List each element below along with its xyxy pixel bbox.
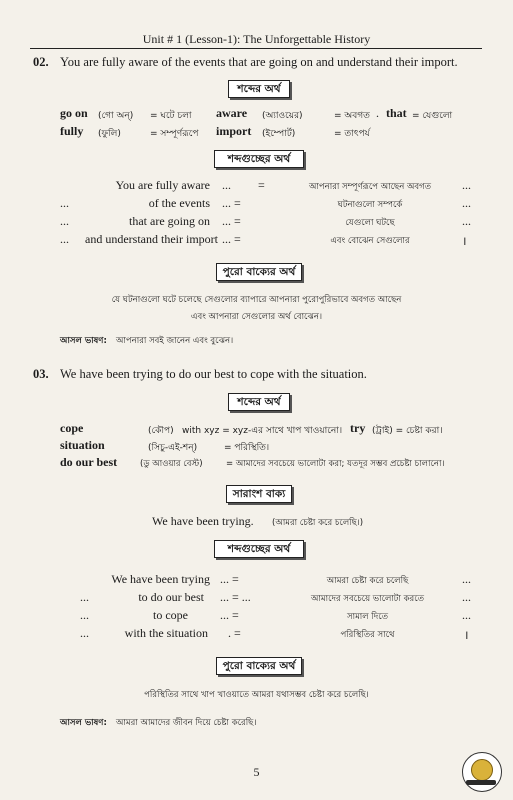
q02-phrase-3-dots: ... = [222, 214, 241, 228]
q02-phrase-3-bn: যেগুলো ঘটছে [345, 218, 395, 228]
q03-phrase-1-end: ... [462, 572, 471, 586]
q03-words-box: শব্দের অর্থ [228, 393, 290, 411]
q02-phrase-4-bn: এবং বোঝেন সেগুলোর [330, 236, 410, 246]
q02-word-fully-meaning: = সম্পূর্ণরূপে [150, 129, 199, 139]
q03-phrase-1-bn: আমরা চেষ্টা করে চলেছি [326, 576, 409, 586]
q02-phrase-2-pre: ... [60, 196, 69, 210]
q02-phrase-3-end: ... [462, 214, 471, 228]
q02-word-fully: fully [60, 124, 84, 138]
q03-phrase-4-en: with the situation [124, 626, 208, 640]
q03-phrase-4-end: । [464, 628, 469, 642]
q03-phrase-3-en: to cope [153, 608, 188, 622]
q03-phrase-3-end: ... [462, 608, 471, 622]
q02-word-aware-pron: (অ্যাওয়ের) [262, 111, 303, 121]
q02-words-box: শব্দের অর্থ [228, 80, 290, 98]
q03-full-meaning-line1: পরিস্থিতির সাথে খাপ খাওয়াতে আমরা যথাসম্ভব চেষ্টা করে চলেছি। [144, 690, 369, 700]
q02-word-import-pron: (ইম্পোর্ট) [262, 129, 296, 139]
q02-word-import: import [216, 124, 252, 138]
q02-number: 02. [33, 55, 49, 69]
q03-actual-text: আমরা আমাদের জীবন দিয়ে চেষ্টা করেছি। [116, 718, 257, 728]
q02-phrase-1-bn: আপনারা সম্পূর্ণরূপে আছেন অবগত [308, 182, 432, 192]
q03-word-do-our-best-meaning: = আমাদের সবচেয়ে ভালোটা করা; যতদূর সম্ভব প্রচেষ্টা চালানো। [226, 459, 445, 469]
q02-sentence: You are fully aware of the events that are going on and understand their import. [60, 55, 458, 69]
q02-phrase-2-bn: ঘটনাগুলো সম্পর্কে [337, 200, 403, 210]
q02-phrase-4-pre: ... [60, 232, 69, 246]
q03-phrase-4-mid: . = [228, 626, 241, 640]
q02-word-import-meaning: = তাৎপর্য [334, 129, 370, 139]
q03-phrase-4-bn: পরিস্থিতির সাথে [340, 630, 395, 640]
page-number: 5 [253, 765, 260, 779]
q02-phrase-3-en: that are going on [129, 214, 210, 228]
q02-word-go-on-meaning: = ঘটে চলা [150, 111, 192, 121]
q02-phrase-4-dots: ... = [222, 232, 241, 246]
q02-word-aware-meaning: = অবগত [334, 111, 370, 121]
q02-phrases-box: শব্দগুচ্ছের অর্থ [214, 150, 304, 168]
q03-phrase-3-bn: সামাল দিতে [347, 612, 388, 622]
q02-word-go-on-pron: (গো অন্) [98, 111, 134, 121]
q02-phrase-3-pre: ... [60, 214, 69, 228]
q03-phrase-2-en: to do our best [138, 590, 204, 604]
q03-phrase-2-pre: ... [80, 590, 89, 604]
q03-word-do-our-best: do our best [60, 455, 118, 469]
q03-phrase-3-mid: ... = [220, 608, 239, 622]
q03-phrase-1-en: We have been trying [111, 572, 210, 586]
q03-full-meaning-box: পুরো বাক্যের অর্থ [216, 657, 302, 675]
q03-word-cope: cope [60, 421, 84, 435]
q03-phrase-2-end: ... [462, 590, 471, 604]
q03-phrase-3-pre: ... [80, 608, 89, 622]
q02-word-that-meaning: = যেগুলো [412, 111, 453, 121]
q02-phrase-1-en: You are fully aware [115, 178, 210, 192]
q02-actual-text: আপনারা সবই জানেন এবং বুঝেন। [116, 336, 234, 346]
q03-word-try: try [350, 421, 366, 435]
q02-phrase-2-end: ... [462, 196, 471, 210]
q02-word-fully-pron: (ফুলি) [98, 129, 121, 139]
q03-phrase-1-mid: ... = [220, 572, 239, 586]
q03-actual-label: আসল ভাষণ: [60, 718, 107, 728]
q03-phrases-box: শব্দগুচ্ছের অর্থ [214, 540, 304, 558]
q02-phrase-1-end: ... [462, 178, 471, 192]
q02-phrase-4-en: and understand their import [85, 232, 218, 246]
q02-word-that: that [386, 106, 407, 120]
q02-phrase-4-end: । [462, 234, 467, 248]
q02-word-go-on: go on [60, 106, 88, 120]
q02-phrase-2-en: of the events [148, 196, 210, 210]
q03-word-try-meaning: (ট্রাই) = চেষ্টা করা। [372, 426, 443, 436]
q03-word-do-our-best-pron: (ডু আওয়ার বেস্ট) [140, 459, 203, 469]
q02-phrase-1-eq: = [258, 178, 265, 192]
header-rule [30, 48, 482, 49]
q03-phrase-4-pre: ... [80, 626, 89, 640]
q02-full-meaning-line1: যে ঘটনাগুলো ঘটে চলেছে সেগুলোর ব্যাপারে আপনারা পুরোপুরিভাবে অবগত আছেন [111, 295, 402, 305]
q02-phrase-1-dots: ... [222, 178, 231, 192]
q03-word-cope-pron: (কৌপ) [148, 426, 174, 436]
q03-phrase-2-bn: আমাদের সবচেয়ে ভালোটা করতে [310, 594, 425, 604]
q02-word-aware: aware [216, 106, 248, 120]
q03-summary-en: We have been trying. [152, 514, 254, 528]
q03-number: 03. [33, 367, 49, 381]
q03-summary-bn: (আমরা চেষ্টা করে চলেছি।) [272, 518, 364, 528]
publisher-logo-icon [462, 752, 502, 792]
q02-dot-sep: . [376, 106, 379, 120]
q03-word-situation-meaning: = পরিস্থিতি। [224, 443, 270, 453]
q03-word-situation-pron: (সিচু-এই-শন্) [148, 443, 198, 453]
running-header: Unit # 1 (Lesson-1): The Unforgettable History [142, 32, 371, 46]
q02-full-meaning-box: পুরো বাক্যের অর্থ [216, 263, 302, 281]
q02-actual-label: আসল ভাষণ: [60, 336, 107, 346]
q02-full-meaning-line2: এবং আপনারা সেগুলোর অর্থ বোঝেন। [191, 312, 322, 322]
q03-word-cope-meaning: with xyz = xyz-এর সাথে খাপ খাওয়ানো। [182, 426, 343, 436]
q02-phrase-2-dots: ... = [222, 196, 241, 210]
q03-phrase-2-mid: ... = ... [220, 590, 251, 604]
q03-summary-box: সারাংশ বাক্য [226, 485, 292, 503]
q03-word-situation: situation [60, 438, 105, 452]
q03-sentence: We have been trying to do our best to cope with the situation. [60, 367, 367, 381]
